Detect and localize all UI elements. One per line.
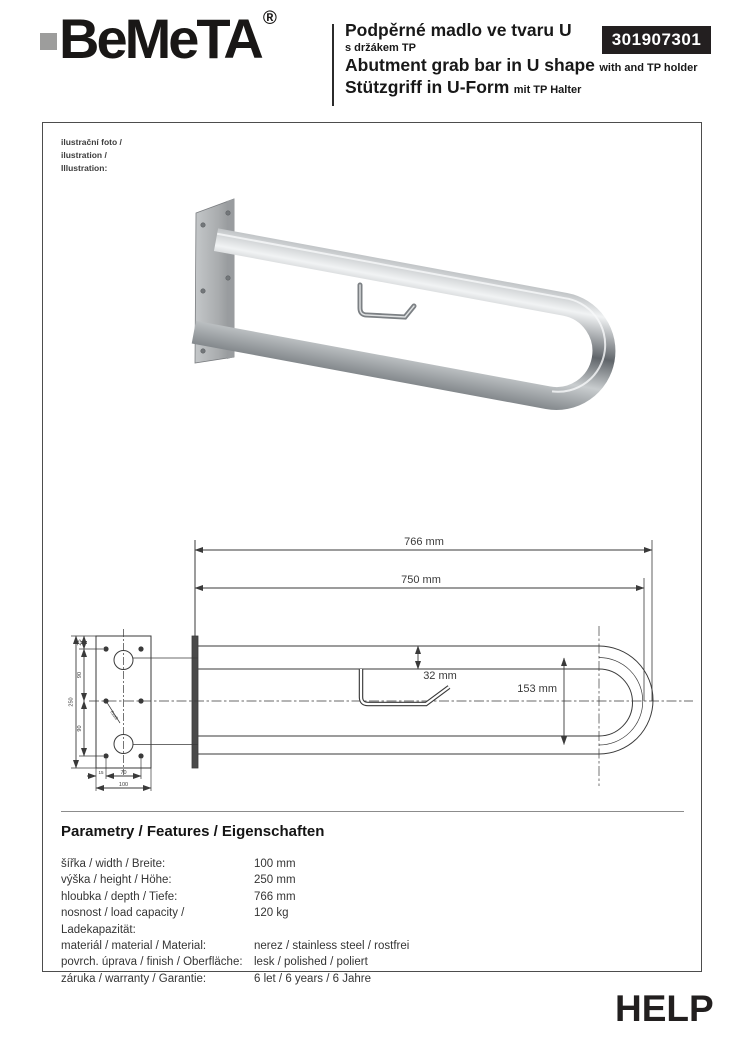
product-code: 301907301 xyxy=(611,30,702,49)
param-value: nerez / stainless steel / rostfrei xyxy=(254,940,410,953)
header-divider xyxy=(332,24,334,106)
brand-gray-square xyxy=(40,33,57,50)
dim-153: 153 mm xyxy=(517,683,557,695)
dim-750: 750 mm xyxy=(401,574,441,586)
dim-766: 766 mm xyxy=(404,536,444,548)
product-title-cs: Podpěrné madlo ve tvaru U xyxy=(345,20,572,40)
photo-tp-holder xyxy=(360,285,414,317)
product-title-en-row xyxy=(345,55,698,76)
product-title-en: Abutment grab bar in U shape xyxy=(345,55,595,76)
table-row xyxy=(61,905,409,938)
param-label: výška / height / Höhe: xyxy=(61,874,172,887)
product-title-de-row xyxy=(345,78,595,98)
param-label: hloubka / depth / Tiefe: xyxy=(61,890,178,903)
table-row xyxy=(61,856,409,872)
dim-plate-100: 100 xyxy=(118,782,129,788)
dim-plate-15: 15 xyxy=(98,770,104,775)
product-title-de: Stützgriff in U-Form xyxy=(345,76,510,97)
dim-plate-90b: 90 xyxy=(77,725,83,732)
brand-logo-text: BeMeTA xyxy=(59,7,261,70)
dim-plate-70: 70 xyxy=(120,770,127,776)
technical-drawing xyxy=(43,528,703,820)
table-row xyxy=(61,938,409,954)
param-value: 100 mm xyxy=(254,858,296,870)
param-label: nosnost / load capacity / Ladekapazität: xyxy=(61,907,185,936)
param-value: lesk / polished / poliert xyxy=(254,956,368,969)
param-label: materiál / material / Material: xyxy=(61,940,207,953)
table-row xyxy=(61,889,409,905)
illustration-label-cs: ilustrační foto / xyxy=(61,137,122,147)
illustration-label-de: Illustration: xyxy=(61,163,108,174)
registered-trademark-icon: ® xyxy=(262,8,277,29)
param-value: 766 mm xyxy=(254,890,296,903)
content-frame xyxy=(42,122,702,985)
hole-callout: 6xø9 xyxy=(109,709,120,721)
product-subtitle-cs: s držákem TP xyxy=(345,42,416,55)
table-row xyxy=(61,872,409,888)
dim-32: 32 mm xyxy=(423,670,457,682)
product-subtitle-de: mit TP Halter xyxy=(513,83,582,96)
param-label: záruka / warranty / Garantie: xyxy=(61,972,207,985)
param-value: 120 kg xyxy=(254,907,289,920)
table-row xyxy=(61,971,409,987)
dim-plate-250: 250 xyxy=(68,697,75,707)
brand-logo xyxy=(59,6,277,71)
dim-plate-90a: 90 xyxy=(77,671,83,679)
param-label: povrch. úprava / finish / Oberfläche: xyxy=(61,956,243,969)
product-code-badge xyxy=(602,26,711,54)
help-logo: HELP xyxy=(615,988,714,1029)
photo-grab-bar-tube xyxy=(194,239,612,407)
param-value: 6 let / 6 years / 6 Jahre xyxy=(254,972,371,985)
parameters-divider xyxy=(61,811,684,812)
table-row xyxy=(61,954,409,970)
illustration-label xyxy=(61,136,122,176)
product-photo xyxy=(183,191,668,449)
parameters-table xyxy=(61,856,409,987)
parameters-title: Parametry / Features / Eigenschaften xyxy=(61,823,325,840)
illustration-label-en: ilustration / xyxy=(61,150,107,161)
dim-plate-25: 25 xyxy=(77,639,83,646)
param-label: šířka / width / Breite: xyxy=(61,858,166,870)
product-subtitle-en: with and TP holder xyxy=(599,62,698,75)
param-value: 250 mm xyxy=(254,874,296,887)
